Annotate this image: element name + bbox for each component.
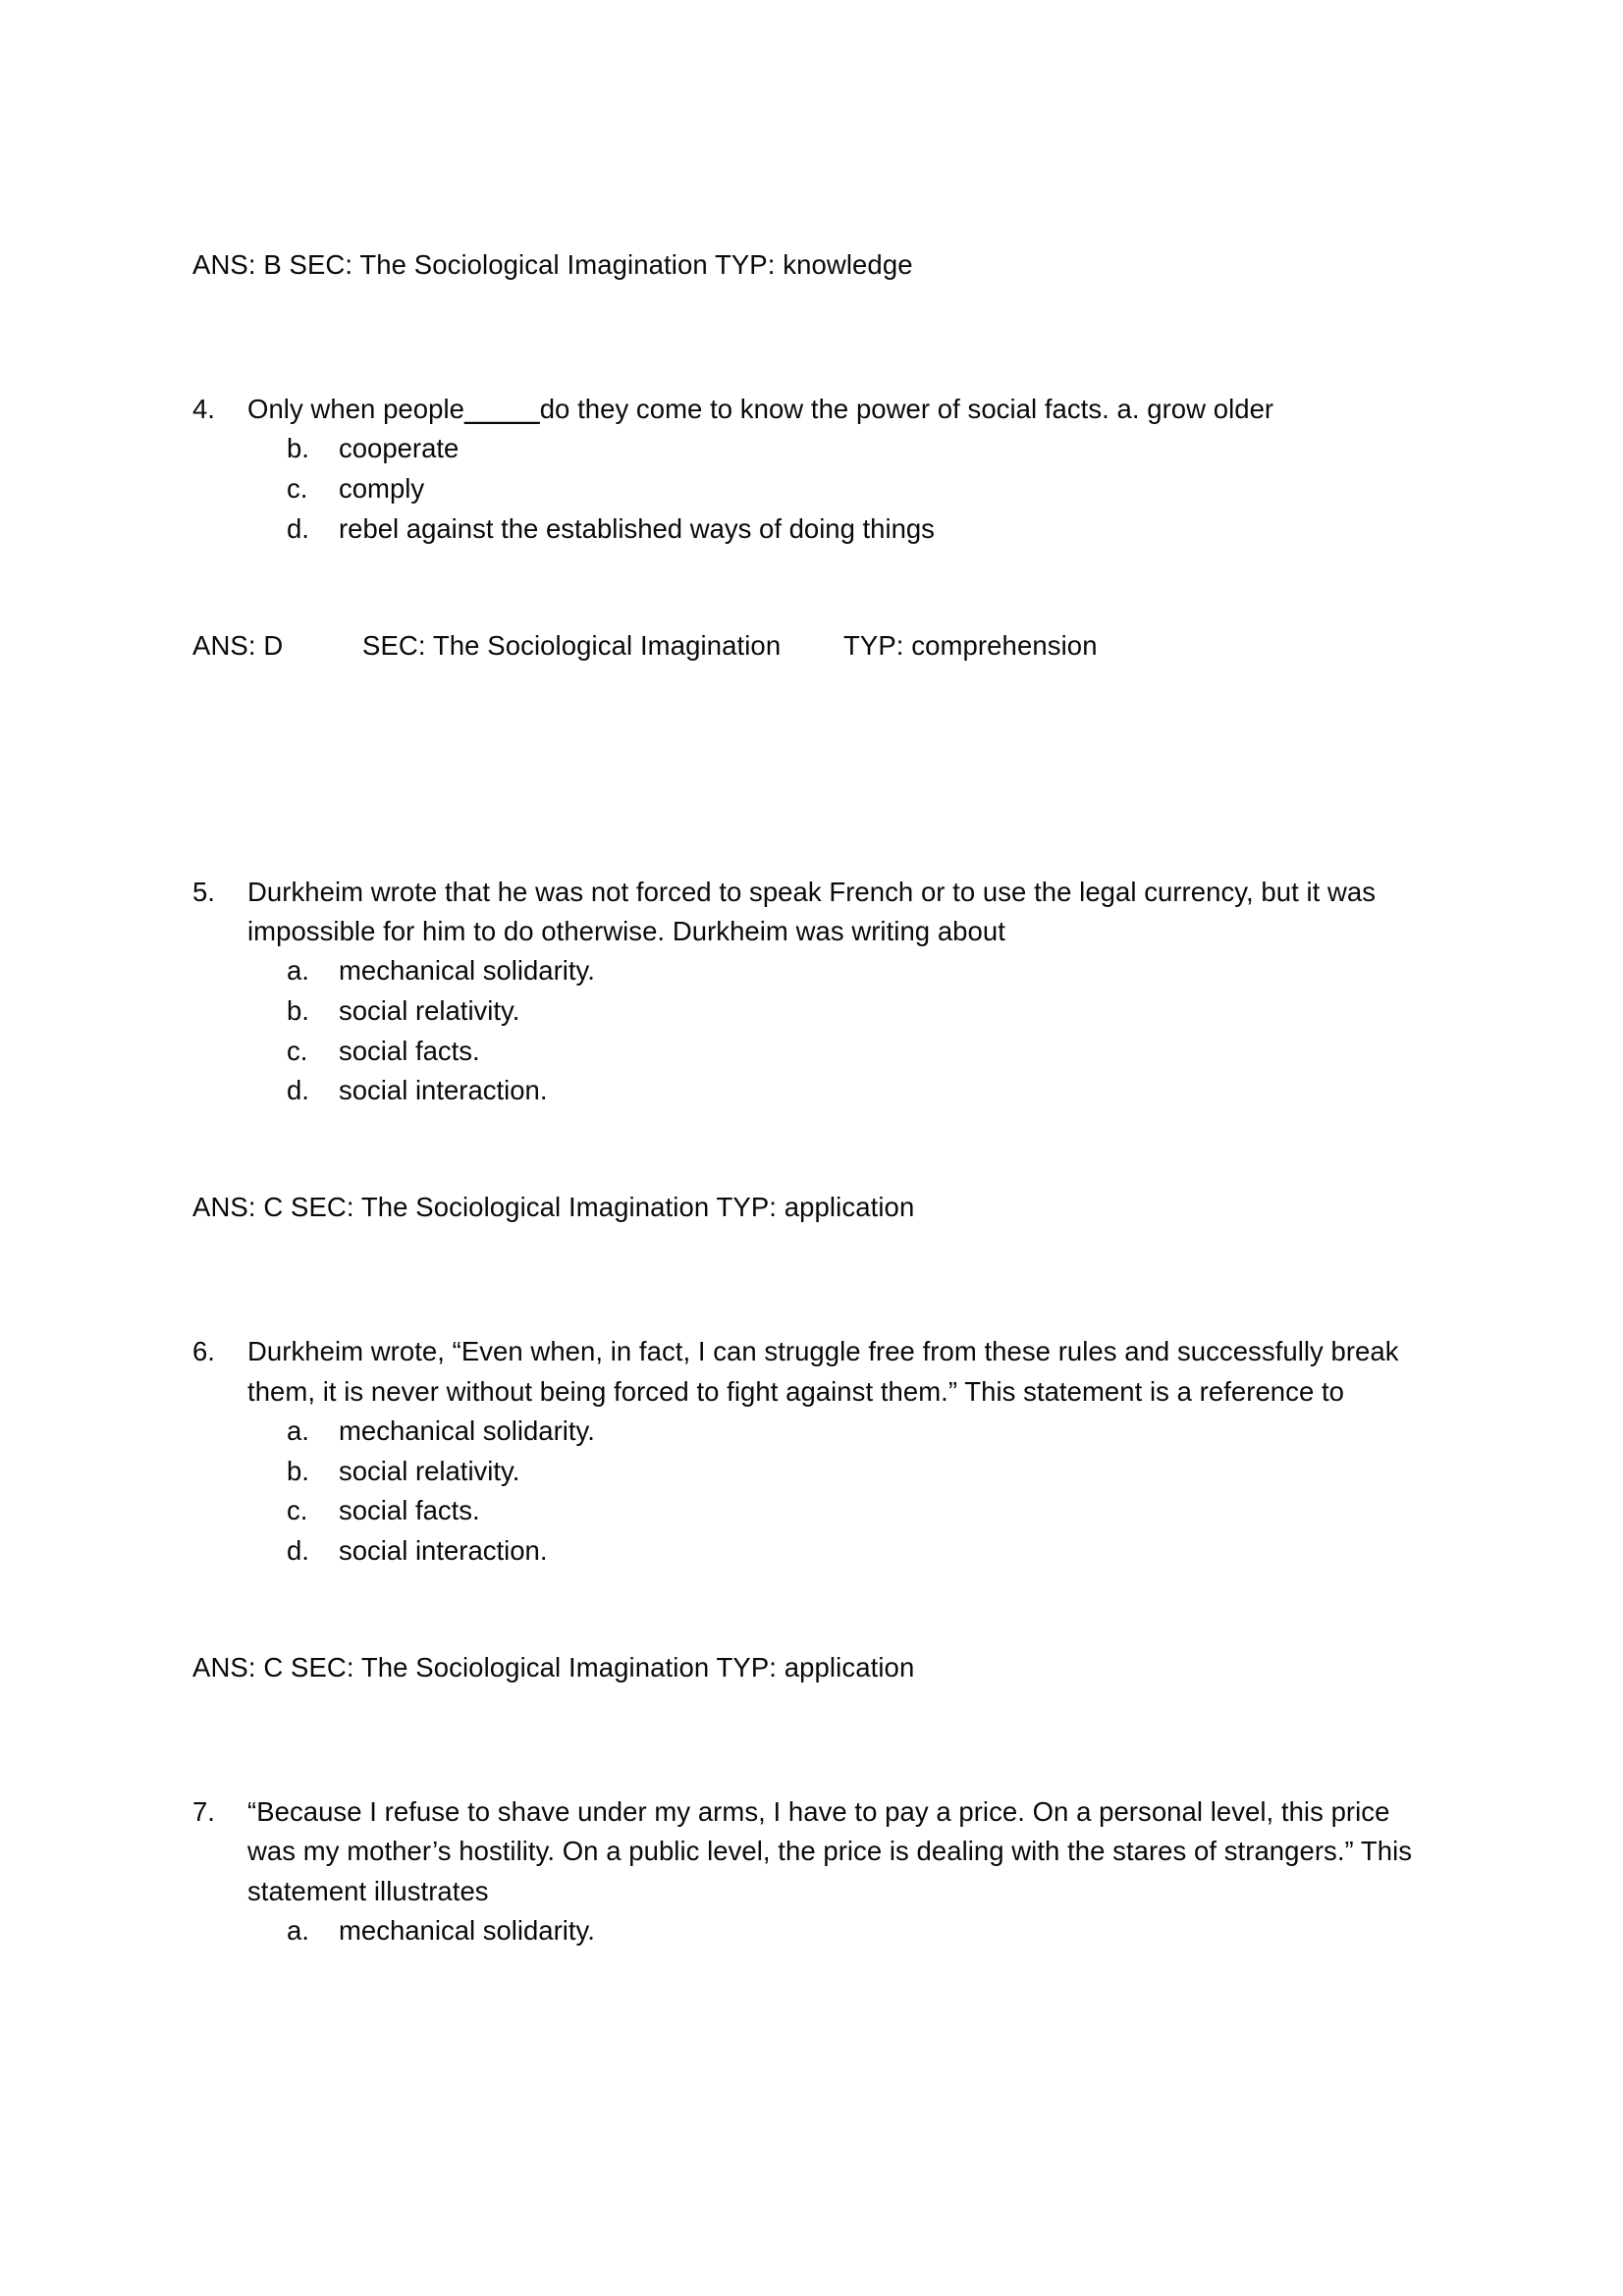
option-text: mechanical solidarity. [339, 955, 595, 987]
option-list [287, 1412, 1439, 1572]
option-list [287, 429, 1439, 549]
spacer [192, 1686, 1439, 1792]
list-item[interactable] [287, 429, 1439, 469]
question-body [247, 873, 1439, 1112]
question-number: 5. [192, 876, 215, 907]
spacer [192, 822, 1439, 873]
spacer [192, 665, 1439, 822]
question-number: 4. [192, 394, 215, 425]
option-text: social interaction. [339, 1535, 548, 1567]
option-letter: d. [287, 1535, 309, 1567]
option-text: comply [339, 473, 425, 505]
option-letter: a. [287, 1415, 309, 1447]
question-block-5 [192, 873, 1439, 1112]
list-item[interactable] [287, 951, 1439, 991]
list-item[interactable] [287, 469, 1439, 509]
question-block-4 [192, 390, 1439, 549]
option-letter: d. [287, 1075, 309, 1106]
answer-section: SEC: The Sociological Imagination [362, 629, 782, 661]
option-letter: b. [287, 1455, 309, 1486]
option-letter: a. [287, 955, 309, 987]
answer-line-q3: ANS: B SEC: The Sociological Imagination TYP: knowledge [192, 249, 913, 280]
answer-line-q5: ANS: C SEC: The Sociological Imagination TYP: application [192, 1192, 915, 1223]
list-item[interactable] [287, 1452, 1439, 1492]
stem-text-post: do they come to know the power of social facts. a. grow older [539, 394, 1274, 425]
option-letter: d. [287, 512, 309, 544]
option-text: social facts. [339, 1495, 480, 1526]
question-stem: Durkheim wrote that he was not forced to speak French or to use the legal currency, but it was impossible for him to do otherwise. Durkheim was writing about [247, 876, 1377, 946]
list-item[interactable] [287, 1032, 1439, 1072]
question-number: 7. [192, 1795, 215, 1827]
list-item[interactable] [287, 509, 1439, 550]
list-item[interactable] [287, 1412, 1439, 1452]
option-text: social relativity. [339, 995, 520, 1027]
answer-line-q6: ANS: C SEC: The Sociological Imagination TYP: application [192, 1651, 915, 1682]
option-text: mechanical solidarity. [339, 1415, 595, 1447]
question-body [247, 1332, 1439, 1572]
question-block-6 [192, 1332, 1439, 1572]
option-list [287, 951, 1439, 1111]
list-item[interactable] [287, 1531, 1439, 1572]
list-item[interactable] [287, 991, 1439, 1032]
question-number: 6. [192, 1336, 215, 1367]
option-letter: a. [287, 1915, 309, 1947]
question-stem: “Because I refuse to shave under my arms, I have to pay a price. On a personal level, this price was my mother’s hostility. On a public level, the price is dealing with the stares of strangers.” This statement illustrates [247, 1795, 1413, 1906]
option-text: social interaction. [339, 1075, 548, 1106]
question-body [247, 390, 1439, 549]
list-item[interactable] [287, 1491, 1439, 1531]
fill-in-blank: _____ [463, 394, 540, 425]
page-content [192, 245, 1439, 1951]
spacer [192, 1111, 1439, 1188]
option-letter: b. [287, 995, 309, 1027]
question-stem: Durkheim wrote, “Even when, in fact, I can struggle free from these rules and successfully break them, it is never without being forced to fight against them.” This statement is a reference to [247, 1336, 1399, 1407]
option-list [287, 1911, 1439, 1951]
spacer [192, 284, 1439, 390]
option-letter: c. [287, 1495, 308, 1526]
spacer [192, 550, 1439, 626]
option-letter: c. [287, 473, 308, 505]
list-item[interactable] [287, 1911, 1439, 1951]
option-text: mechanical solidarity. [339, 1915, 595, 1947]
question-stem [247, 390, 1439, 429]
option-text: rebel against the established ways of doing things [339, 512, 935, 544]
question-body [247, 1792, 1439, 1951]
option-text: cooperate [339, 433, 460, 464]
option-text: social facts. [339, 1035, 480, 1066]
option-letter: c. [287, 1035, 308, 1066]
question-block-7 [192, 1792, 1439, 1951]
stem-text-pre: Only when people [247, 394, 464, 425]
option-letter: b. [287, 433, 309, 464]
answer-type: TYP: comprehension [843, 629, 1098, 661]
answer-code: ANS: D [192, 629, 284, 661]
spacer [192, 1572, 1439, 1648]
answer-line-q4 [192, 626, 1439, 665]
spacer [192, 1226, 1439, 1332]
option-text: social relativity. [339, 1455, 520, 1486]
list-item[interactable] [287, 1071, 1439, 1111]
